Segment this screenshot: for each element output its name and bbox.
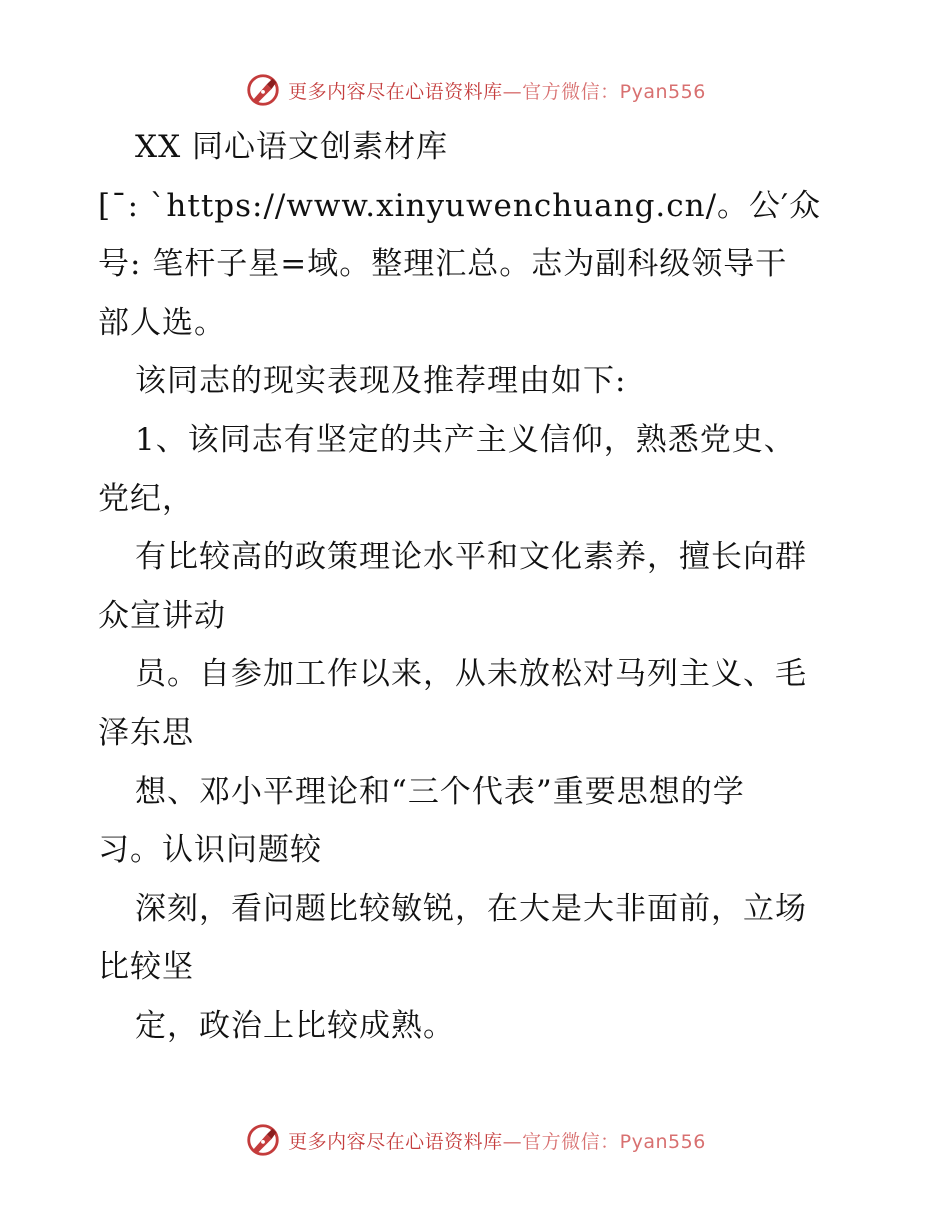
text-line: 定，政治上比较成熟。	[135, 1007, 455, 1044]
text-line: 习。认识问题较	[98, 832, 322, 869]
text-line: XX 同心语文创素材库	[135, 129, 448, 165]
text-line: 众宣讲动	[98, 597, 226, 634]
text-line: 比较坚	[98, 949, 194, 986]
header-watermark	[0, 70, 950, 110]
text-line: 有比较高的政策理论水平和文化素养，擅长向群	[135, 539, 807, 576]
watermark-text: 更多内容尽在心语资料库—官方微信：Pyan556	[288, 1130, 706, 1153]
text-line: 泽东思	[98, 714, 194, 751]
text-line: 想、邓小平理论和“三个代表”重要思想的学	[135, 773, 745, 810]
text-line: 党纪，	[98, 480, 194, 517]
text-line: 部人选。	[98, 304, 226, 341]
text-line: 1、该同志有坚定的共产主义信仰，熟悉党史、	[135, 421, 796, 458]
text-line: 该同志的现实表现及推荐理由如下:	[135, 363, 627, 400]
text-line: 号: 笔杆子星=域。整理汇总。志为副科级领导干	[98, 246, 788, 283]
footer-watermark	[0, 1120, 950, 1160]
watermark-text: 更多内容尽在心语资料库—官方微信：Pyan556	[288, 80, 706, 103]
pen-logo-icon	[244, 1121, 282, 1159]
text-line: 员。自参加工作以来，从未放松对马列主义、毛	[135, 656, 807, 693]
document-body	[98, 118, 858, 1056]
pen-logo-icon	[244, 71, 282, 109]
text-line: 深刻，看问题比较敏锐，在大是大非面前，立场	[135, 890, 807, 927]
text-line: [¯: `https://www.xinyuwenchuang.cn/。公′众	[98, 187, 822, 224]
